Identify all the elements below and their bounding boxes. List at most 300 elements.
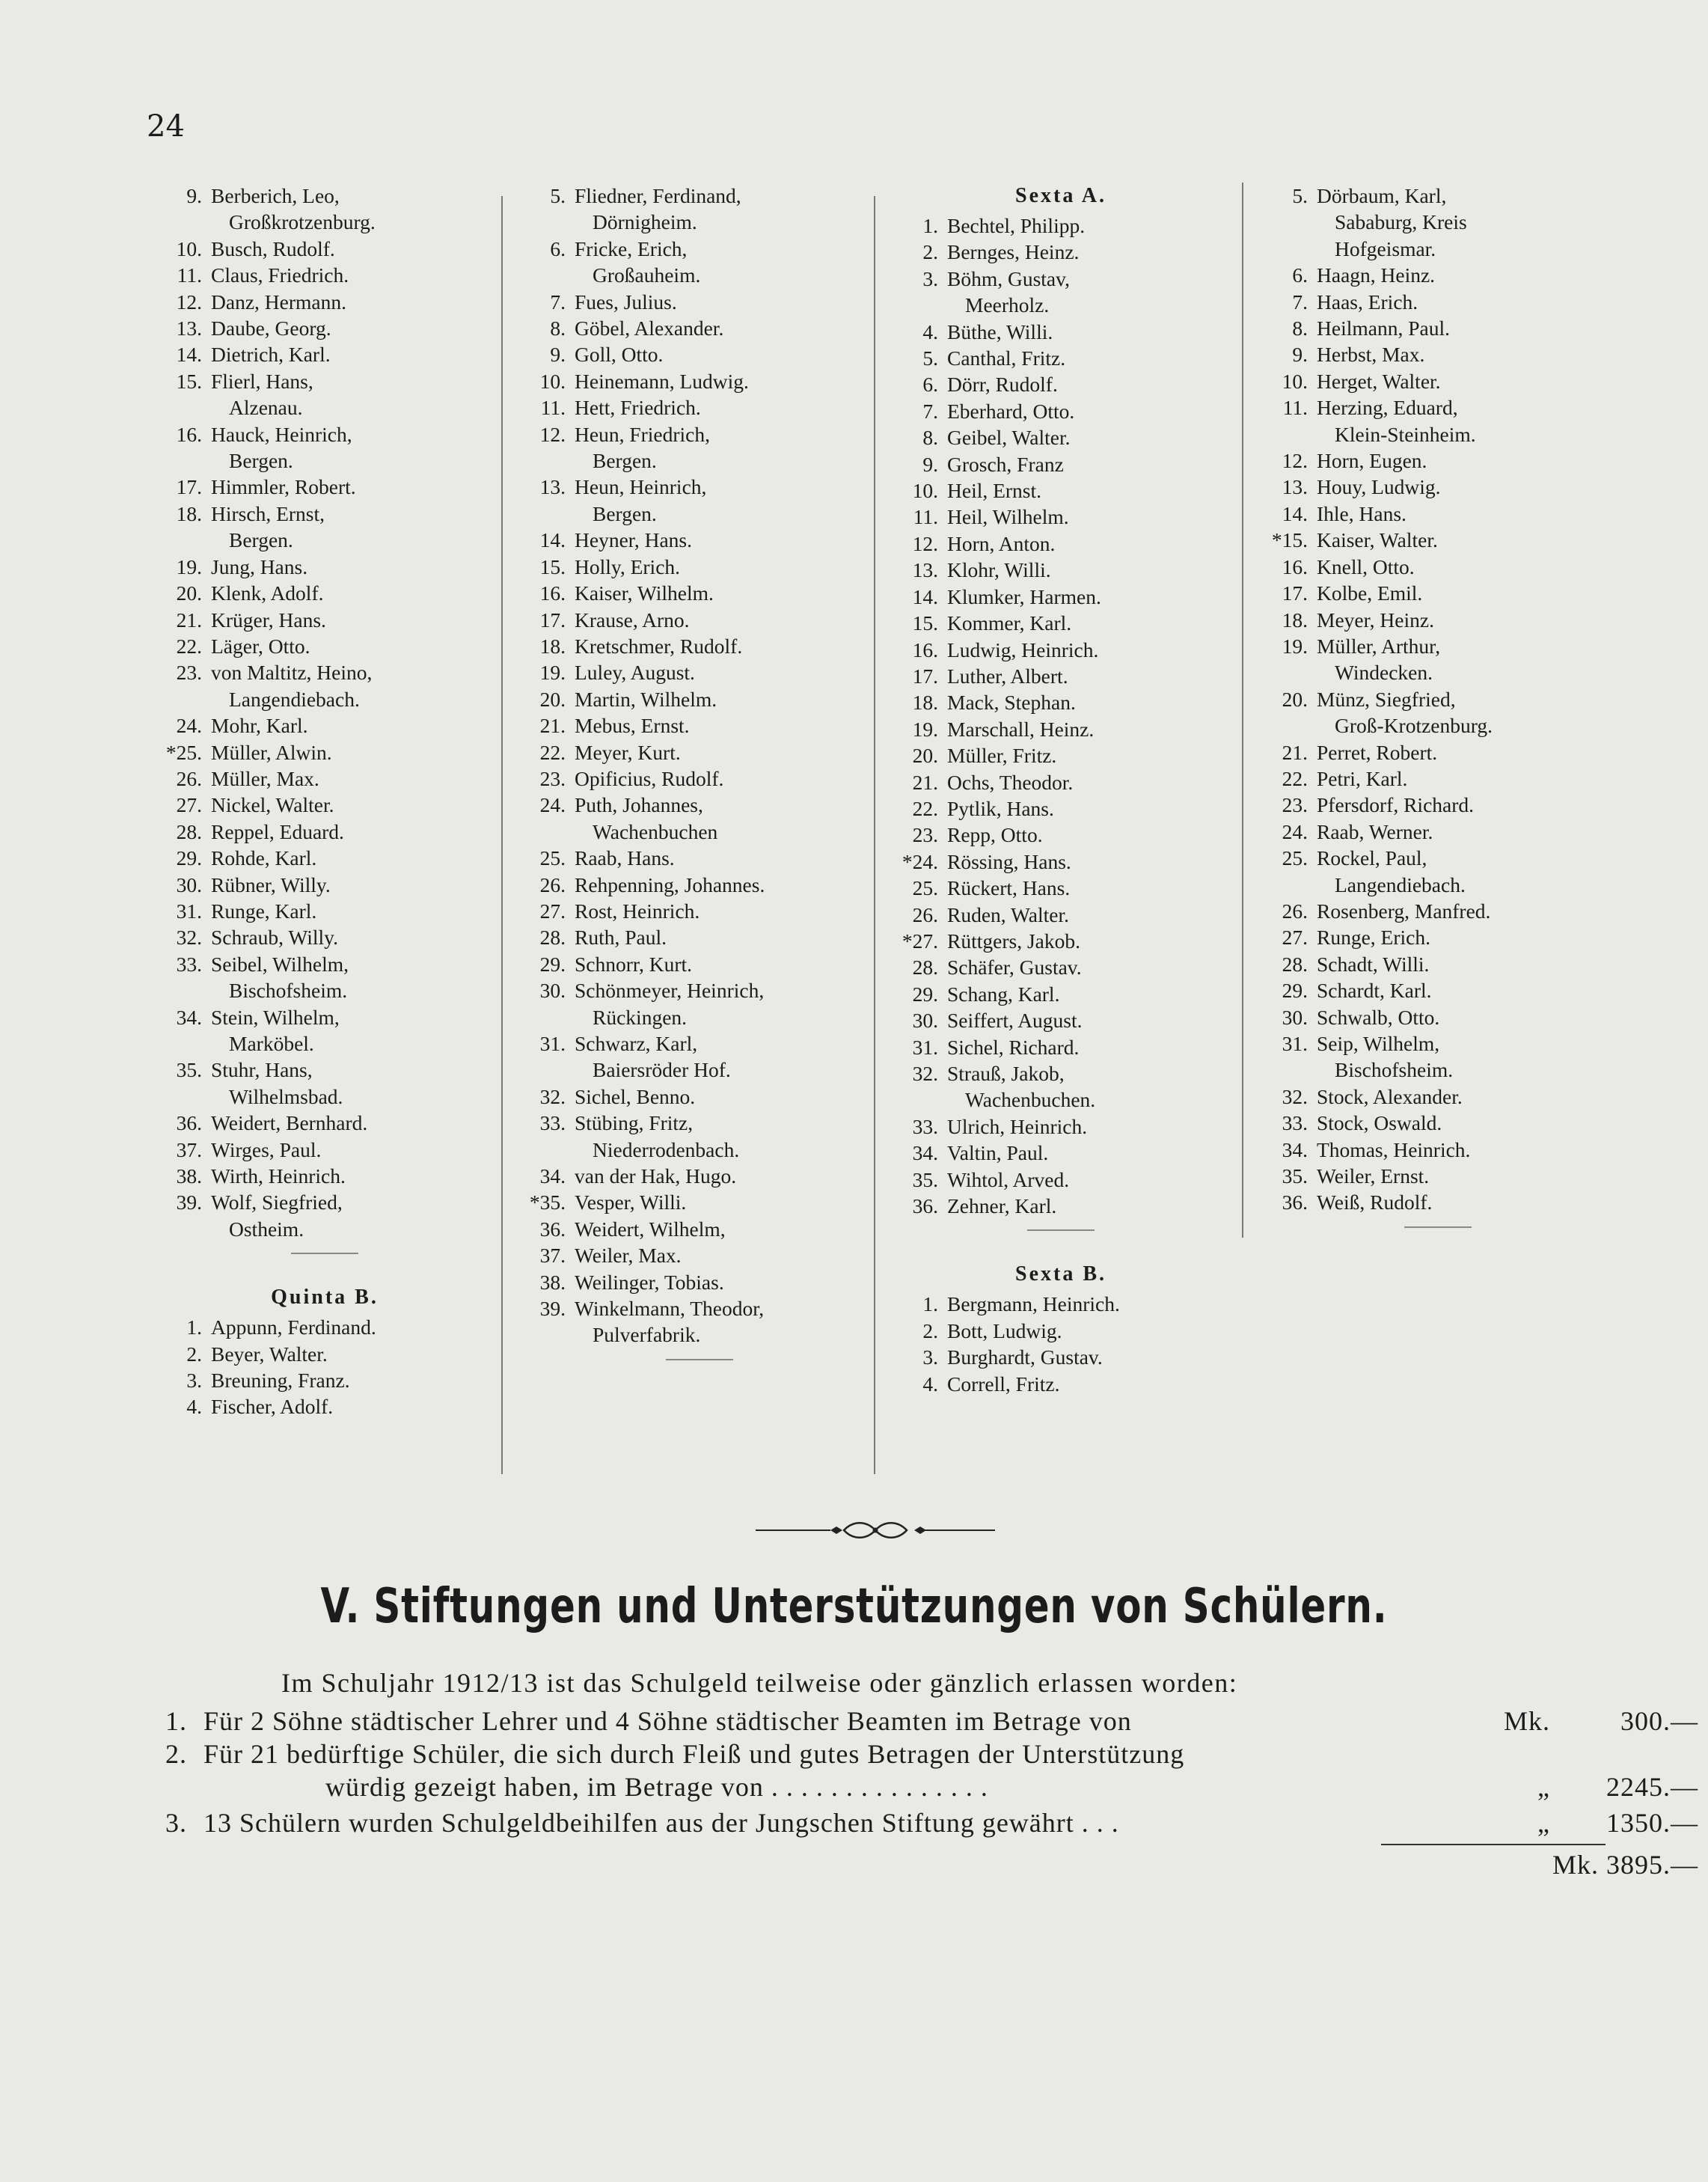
list-item-number: 34.	[1282, 1137, 1308, 1161]
list-item	[1266, 1004, 1610, 1030]
list-item-name: Valtin, Paul.	[947, 1141, 1049, 1165]
list-item-number: 29.	[1282, 979, 1308, 1003]
list-item-number: 32.	[176, 926, 202, 950]
list-item-name: Meyer, Heinz.	[1317, 608, 1434, 632]
list-item-name: Schönmeyer, Heinrich,	[575, 979, 765, 1003]
list-item-name: Wirges, Paul.	[211, 1137, 322, 1161]
list-item-name: Seiffert, August.	[947, 1009, 1083, 1033]
list-item-name: Strauß, Jakob,	[947, 1062, 1065, 1085]
list-item-name: Goll, Otto.	[575, 343, 664, 367]
list-item-name: Mack, Stephan.	[947, 691, 1076, 715]
list-item	[524, 845, 875, 871]
list-item-name: Reppel, Eduard.	[211, 819, 344, 843]
list-item-place: Dörnigheim.	[593, 210, 697, 234]
list-item	[524, 580, 875, 606]
list-item-number: 10.	[912, 479, 938, 503]
list-item	[524, 1189, 875, 1215]
list-item-number: 10.	[539, 369, 566, 393]
list-item	[1266, 315, 1610, 341]
list-item	[524, 183, 875, 209]
list-item-name: Ochs, Theodor.	[947, 770, 1074, 794]
list-item	[1266, 289, 1610, 315]
list-item-number: 21.	[1282, 740, 1308, 764]
list-item-name: Krause, Arno.	[575, 608, 690, 632]
list-item-name: Läger, Otto.	[211, 634, 310, 658]
list-item-number: 24.	[539, 793, 566, 817]
list-item-place: Hofgeismar.	[1335, 236, 1436, 260]
list-item-name: Wihtol, Arved.	[947, 1167, 1070, 1191]
list-item	[896, 822, 1225, 848]
list-item	[160, 1314, 489, 1340]
list-item	[1266, 447, 1610, 474]
list-item-number: 36.	[912, 1194, 938, 1218]
list-item	[896, 1193, 1225, 1219]
list-item	[896, 1167, 1225, 1193]
fee-item-number: 1.	[165, 1706, 187, 1736]
list-item-name: Herzing, Eduard,	[1317, 396, 1458, 420]
list-item-number: 10.	[176, 236, 202, 260]
column-4	[1266, 183, 1610, 1228]
list-item-name: Haas, Erich.	[1317, 290, 1418, 314]
list-item	[896, 1113, 1225, 1140]
list-item	[524, 977, 875, 1003]
list-item	[896, 742, 1225, 768]
list-item-place: Bergen.	[593, 449, 657, 473]
list-item-number: 24.	[176, 714, 202, 738]
list-item	[524, 527, 875, 553]
list-item-number: 31.	[176, 899, 202, 923]
list-item	[160, 315, 489, 341]
list-item-number: 6.	[1292, 263, 1308, 287]
list-item-number: 37.	[176, 1137, 202, 1161]
list-item-number: 21.	[176, 608, 202, 632]
list-item	[160, 554, 489, 580]
list-item-name: Bechtel, Philipp.	[947, 214, 1086, 237]
fee-item-amount: 1350.—	[1606, 1808, 1698, 1838]
list-item	[1266, 739, 1610, 765]
list-item	[160, 765, 489, 792]
list-item-name: Heun, Heinrich,	[575, 475, 707, 499]
list-item-name: von Maltitz, Heino,	[211, 661, 373, 685]
list-item-name: Raab, Hans.	[575, 846, 675, 870]
list-item-number: 27.	[1282, 926, 1308, 950]
list-item-number: 27.	[539, 899, 566, 923]
list-item-name: Knell, Otto.	[1317, 554, 1415, 578]
list-item	[160, 1137, 489, 1163]
list-item	[524, 474, 875, 500]
list-item-number: 29.	[176, 846, 202, 870]
list-item-number: 23.	[1282, 793, 1308, 817]
list-item-number: 14.	[539, 528, 566, 552]
list-item	[896, 849, 1225, 875]
list-item	[1266, 1084, 1610, 1110]
list-item-name: Schardt, Karl.	[1317, 979, 1432, 1003]
list-item-name: Schwarz, Karl,	[575, 1032, 698, 1055]
list-item-number: 28.	[1282, 952, 1308, 976]
list-item	[896, 795, 1225, 822]
list-item-number: 4.	[922, 320, 938, 343]
list-item	[524, 686, 875, 712]
list-item-name: Dörbaum, Karl,	[1317, 184, 1447, 207]
list-item	[524, 872, 875, 898]
fee-item-number: 2.	[165, 1739, 187, 1769]
list-item	[896, 557, 1225, 583]
list-item	[1266, 554, 1610, 580]
list-item-number: 18.	[176, 501, 202, 525]
list-item-name: Thomas, Heinrich.	[1317, 1137, 1471, 1161]
list-item	[896, 1060, 1225, 1087]
list-item-number: 7.	[550, 290, 566, 314]
list-item-name: Eberhard, Otto.	[947, 399, 1075, 423]
list-item-number: 34.	[176, 1005, 202, 1029]
list-item-number: 26.	[539, 873, 566, 896]
fee-item	[157, 1705, 1698, 1738]
list-item-name: Nickel, Walter.	[211, 793, 334, 817]
list-item-name: Ruth, Paul.	[575, 926, 667, 950]
list-item-name: Mebus, Ernst.	[575, 714, 690, 738]
fee-item-amount: 2245.—	[1606, 1772, 1698, 1802]
list-item-number: 10.	[1282, 369, 1308, 393]
list-item	[524, 1242, 875, 1268]
list-item-number: 22.	[912, 796, 938, 820]
list-item-number: 6.	[550, 236, 566, 260]
list-item-name: Dörr, Rudolf.	[947, 373, 1058, 397]
list-item	[896, 689, 1225, 715]
list-item-name: Sichel, Richard.	[947, 1035, 1080, 1059]
list-item-number: 30.	[1282, 1005, 1308, 1029]
list-item-name: Böhm, Gustav,	[947, 266, 1070, 290]
list-item-name: Schwalb, Otto.	[1317, 1005, 1440, 1029]
list-item-name: Marschall, Heinz.	[947, 717, 1095, 741]
list-item-name: Schadt, Willi.	[1317, 952, 1430, 976]
list-item-name: Rüttgers, Jakob.	[947, 929, 1080, 953]
list-item-name: Herget, Walter.	[1317, 369, 1441, 393]
list-item	[1266, 1110, 1610, 1136]
list-item	[896, 451, 1225, 477]
list-item-name: Luley, August.	[575, 661, 695, 685]
list-item	[160, 421, 489, 447]
list-item-number: 8.	[550, 317, 566, 340]
list-item	[896, 266, 1225, 292]
list-item-name: Holly, Erich.	[575, 554, 681, 578]
list-item	[160, 501, 489, 527]
list-item-number: 2.	[186, 1342, 202, 1366]
list-item	[160, 607, 489, 633]
list-item	[160, 368, 489, 394]
list-item-place: Ostheim.	[229, 1217, 304, 1241]
list-item-number: 19.	[1282, 634, 1308, 658]
list-item	[1266, 924, 1610, 950]
section-title: V. Stiftungen und Unterstützungen von Schülern.	[320, 1579, 1388, 1634]
list-item-name: Münz, Siegfried,	[1317, 687, 1456, 711]
ornament-divider	[756, 1519, 995, 1541]
list-item-name: Zehner, Karl.	[947, 1194, 1057, 1218]
list-item	[1266, 394, 1610, 421]
list-item-number: 22.	[539, 740, 566, 764]
list-item-number: 2.	[922, 240, 938, 264]
list-item-number: 36.	[1282, 1191, 1308, 1214]
list-item-name: Weiler, Max.	[575, 1244, 682, 1268]
list-item	[524, 1269, 875, 1295]
list-item	[160, 1189, 489, 1215]
list-item-number: 16.	[1282, 554, 1308, 578]
list-item-number: 26.	[912, 902, 938, 926]
list-item-name: Danz, Hermann.	[211, 290, 346, 314]
list-item-number: 35.	[1282, 1164, 1308, 1188]
list-item-name: Puth, Johannes,	[575, 793, 703, 817]
list-item-name: Rössing, Hans.	[947, 849, 1071, 873]
list-item-number: 22.	[176, 634, 202, 658]
list-item-number: *25.	[165, 740, 202, 764]
column-3	[896, 183, 1225, 1397]
list-item-number: 23.	[176, 661, 202, 685]
list-item	[160, 633, 489, 659]
list-item-name: Müller, Alwin.	[211, 740, 332, 764]
list-item-place: Meerholz.	[965, 293, 1050, 317]
list-item	[160, 262, 489, 288]
list-item-number: *27.	[902, 929, 938, 953]
list-item-place: Pulverfabrik.	[593, 1323, 701, 1347]
list-item-number: 28.	[912, 956, 938, 980]
list-item	[1266, 633, 1610, 659]
list-item	[524, 659, 875, 685]
list-item-number: 3.	[922, 266, 938, 290]
list-item	[160, 1110, 489, 1136]
list-item-name: van der Hak, Hugo.	[575, 1164, 737, 1188]
list-item-name: Klumker, Harmen.	[947, 584, 1101, 608]
list-item-number: 16.	[539, 581, 566, 605]
list-item	[524, 607, 875, 633]
list-item-name: Canthal, Fritz.	[947, 346, 1066, 370]
list-item-name: Correll, Fritz.	[947, 1372, 1060, 1396]
list-item	[896, 239, 1225, 265]
list-item-number: 18.	[539, 634, 566, 658]
list-item-place: Sababurg, Kreis	[1335, 210, 1467, 234]
list-item-number: 29.	[912, 982, 938, 1006]
list-item-number: 9.	[186, 184, 202, 207]
list-item-place: Wilhelmsbad.	[229, 1084, 343, 1108]
list-item-name: Wolf, Siegfried,	[211, 1191, 343, 1214]
short-rule	[666, 1359, 733, 1360]
short-rule	[1404, 1226, 1472, 1228]
section-intro: Im Schuljahr 1912/13 ist das Schulgeld teilweise oder gänzlich erlassen worden:	[281, 1668, 1238, 1698]
list-item-name: Müller, Arthur,	[1317, 634, 1441, 658]
list-item-number: *24.	[902, 849, 938, 873]
list-item-number: 33.	[1282, 1111, 1308, 1135]
list-item-number: 33.	[912, 1114, 938, 1138]
list-item	[1266, 368, 1610, 394]
list-item	[896, 1371, 1225, 1397]
list-item	[1266, 501, 1610, 527]
column-divider	[501, 196, 503, 1474]
list-item-name: Stein, Wilhelm,	[211, 1005, 340, 1029]
list-item	[524, 394, 875, 421]
list-item-name: Luther, Albert.	[947, 664, 1068, 688]
list-item-number: 20.	[176, 581, 202, 605]
list-item-number: 28.	[176, 819, 202, 843]
list-item	[896, 504, 1225, 530]
list-item-name: Ulrich, Heinrich.	[947, 1114, 1088, 1138]
list-item-name: Weiler, Ernst.	[1317, 1164, 1430, 1188]
list-item-number: 31.	[912, 1035, 938, 1059]
list-item-name: Fricke, Erich,	[575, 236, 688, 260]
list-item-number: 32.	[539, 1084, 566, 1108]
list-item-place: Rückingen.	[593, 1005, 688, 1029]
list-item-place: Großauheim.	[593, 263, 701, 287]
list-item-name: Kretschmer, Rudolf.	[575, 634, 743, 658]
fee-total	[157, 1848, 1698, 1881]
list-item	[160, 1163, 489, 1189]
list-item	[524, 792, 875, 818]
list-item-number: 25.	[539, 846, 566, 870]
list-item	[524, 924, 875, 950]
list-item-number: *15.	[1271, 528, 1308, 552]
list-item-number: 7.	[922, 399, 938, 423]
list-item-name: Stuhr, Hans,	[211, 1058, 313, 1082]
fee-total-amount: Mk. 3895.—	[1552, 1850, 1698, 1880]
list-item	[1266, 792, 1610, 818]
spacer	[896, 1231, 1225, 1261]
fee-item-currency: Mk.	[1503, 1706, 1550, 1736]
list-item-name: Herbst, Max.	[1317, 343, 1425, 367]
list-item	[896, 954, 1225, 980]
list-item-number: 3.	[186, 1369, 202, 1393]
list-item-number: 13.	[1282, 475, 1308, 499]
list-item-name: Appunn, Ferdinand.	[211, 1315, 376, 1339]
list-item-number: 8.	[1292, 317, 1308, 340]
list-item-number: 14.	[176, 343, 202, 367]
list-item-place: Langendiebach.	[229, 687, 360, 711]
list-item-place: Baiersröder Hof.	[593, 1058, 731, 1082]
list-item	[896, 637, 1225, 663]
list-item	[896, 610, 1225, 636]
list-item	[896, 531, 1225, 557]
list-item-number: 20.	[539, 687, 566, 711]
list-item-name: Fischer, Adolf.	[211, 1395, 334, 1419]
list-item-number: 13.	[176, 317, 202, 340]
list-item	[160, 898, 489, 924]
list-item-number: 38.	[176, 1164, 202, 1188]
fee-item-text: Für 2 Söhne städtischer Lehrer und 4 Söhne städtischer Beamten im Betrage von	[203, 1706, 1132, 1736]
list-item	[1266, 898, 1610, 924]
list-item-number: 34.	[539, 1164, 566, 1188]
list-item-name: Stock, Alexander.	[1317, 1084, 1463, 1108]
list-item-name: Heyner, Hans.	[575, 528, 692, 552]
list-item-name: Grosch, Franz	[947, 452, 1064, 476]
list-item-name: Bott, Ludwig.	[947, 1318, 1062, 1342]
list-item-number: 15.	[176, 369, 202, 393]
list-item-number: 31.	[1282, 1032, 1308, 1055]
list-item	[160, 819, 489, 845]
list-item-name: Bergmann, Heinrich.	[947, 1292, 1120, 1316]
list-item-name: Raab, Werner.	[1317, 819, 1433, 843]
list-item	[524, 1084, 875, 1110]
list-item-number: 18.	[1282, 608, 1308, 632]
list-item-number: 8.	[922, 426, 938, 450]
list-item	[896, 584, 1225, 610]
list-item	[1266, 951, 1610, 977]
page-number: 24	[147, 109, 185, 144]
list-item-number: 1.	[186, 1315, 202, 1339]
list-item-name: Kaiser, Wilhelm.	[575, 581, 714, 605]
list-item	[160, 580, 489, 606]
list-item-number: 1.	[922, 1292, 938, 1316]
list-item-number: 24.	[1282, 819, 1308, 843]
list-item-number: 20.	[912, 744, 938, 768]
list-item-number: 12.	[176, 290, 202, 314]
list-item-name: Haagn, Heinz.	[1317, 263, 1436, 287]
list-item-name: Busch, Rudolf.	[211, 236, 335, 260]
list-item	[524, 421, 875, 447]
list-item-number: 5.	[1292, 184, 1308, 207]
list-item-name: Horn, Eugen.	[1317, 449, 1427, 473]
list-item-number: 27.	[176, 793, 202, 817]
list-item-number: 19.	[539, 661, 566, 685]
fee-item-number: 3.	[165, 1808, 187, 1838]
list-item	[1266, 183, 1610, 209]
list-item-number: 30.	[912, 1009, 938, 1033]
list-item-number: 15.	[539, 554, 566, 578]
list-item-number: 5.	[550, 184, 566, 207]
list-item	[160, 739, 489, 765]
list-item-name: Weidert, Wilhelm,	[575, 1217, 726, 1241]
list-item-name: Horn, Anton.	[947, 531, 1056, 555]
list-item-number: 2.	[922, 1318, 938, 1342]
list-item-number: 18.	[912, 691, 938, 715]
list-item	[160, 951, 489, 977]
list-item	[160, 183, 489, 209]
list-item-number: 34.	[912, 1141, 938, 1165]
list-item-number: 39.	[176, 1191, 202, 1214]
list-item-name: Fues, Julius.	[575, 290, 677, 314]
list-item	[1266, 1163, 1610, 1189]
list-item	[1266, 765, 1610, 792]
list-item-name: Ruden, Walter.	[947, 902, 1070, 926]
list-item-name: Claus, Friedrich.	[211, 263, 349, 287]
list-item-number: 11.	[1282, 396, 1308, 420]
list-item-name: Ludwig, Heinrich.	[947, 638, 1099, 661]
list-item	[1266, 1030, 1610, 1057]
spacer	[160, 1254, 489, 1284]
list-item-number: 1.	[922, 214, 938, 237]
list-item-name: Schang, Karl.	[947, 982, 1060, 1006]
list-item-number: 23.	[539, 766, 566, 790]
list-item	[524, 554, 875, 580]
list-item-name: Rückert, Hans.	[947, 876, 1071, 900]
list-item-number: 4.	[186, 1395, 202, 1419]
list-item-place: Alzenau.	[229, 396, 303, 420]
list-item-place: Klein-Steinheim.	[1335, 422, 1476, 446]
list-item	[896, 928, 1225, 954]
list-item	[524, 289, 875, 315]
list-item-number: 19.	[176, 554, 202, 578]
list-item-name: Geibel, Walter.	[947, 426, 1071, 450]
list-item-name: Hirsch, Ernst,	[211, 501, 325, 525]
list-item	[160, 289, 489, 315]
list-item	[524, 315, 875, 341]
list-item-name: Sichel, Benno.	[575, 1084, 696, 1108]
list-item	[524, 236, 875, 262]
list-item-name: Seibel, Wilhelm,	[211, 952, 349, 976]
list-item-number: 30.	[539, 979, 566, 1003]
list-item	[896, 981, 1225, 1007]
list-item-number: 11.	[540, 396, 566, 420]
list-item-name: Hauck, Heinrich,	[211, 422, 352, 446]
class-heading: Sexta A.	[1015, 184, 1106, 207]
list-item-number: 13.	[539, 475, 566, 499]
list-item-place: Bergen.	[229, 449, 293, 473]
list-item-number: 38.	[539, 1270, 566, 1294]
